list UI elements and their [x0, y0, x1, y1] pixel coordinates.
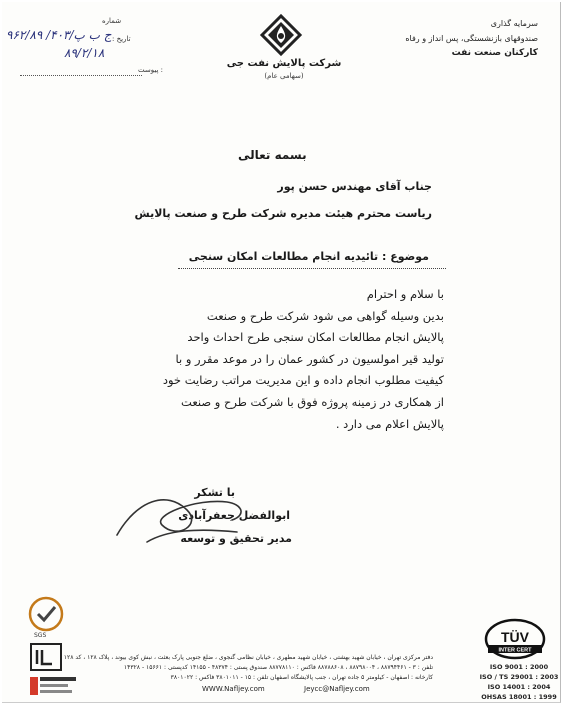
footer-address-line: دفتر مرکزی تهران ، خیابان شهید بهشتی ، خیابان شهید مطهری ، خیابان نظامی گنجوی ، ضلع جنوبی پارک بعثت ، نبش کوی بیوند ، پلاک ۱۲۸ ، کد ۱۲۸ — [63, 654, 433, 661]
certification-icon — [28, 642, 64, 672]
accreditation-icon — [28, 675, 78, 697]
paragraph-line: از همکاری در زمینه پروژه فوق با شرکت طرح و صنعت — [181, 394, 444, 409]
footer-address-line: کارخانه : اصفهان - کیلومتر ۵ جاده تهران ، جنب پالایشگاه اصفهان تلفن : ۱۵ - ۳۸۰۱۰۱۱ فاکس : ۳۸۰۱۰۲۲ — [170, 674, 433, 681]
bismillah: بسمه تعالی — [238, 148, 307, 162]
subject-underline — [178, 268, 446, 269]
letter-date: ۸۹/۲/۱۸ — [64, 46, 105, 60]
letter-number: ۹۶۲/۸۹ /۴۰۳/ج ب پ — [6, 28, 112, 42]
letter-body — [104, 284, 444, 435]
signer-position: مدیر تحقیق و توسعه — [180, 532, 292, 545]
header-right-line: سرمایه گذاری — [490, 19, 538, 28]
closing: با تشکر — [194, 486, 235, 499]
iso-line: ISO / TS 29001 : 2003 — [479, 673, 559, 681]
date-label: تاریخ : — [112, 35, 131, 43]
tuv-logo-icon — [484, 618, 546, 660]
header-right-line: کارکنان صنعت نفت — [451, 48, 538, 58]
iso-line: ISO 9001 : 2000 — [489, 663, 549, 671]
footer-address-line: تلفن : ۳ - ۸۸۷۹۴۴۶۱ ، ۸۸۷۹۸۰۰۴ ، ۸۸۷۸۸۶۰۸ فاکس : ۸۸۷۷۸۱۱۰ صندوق پستی : ۴۸۳۷۴ - ۱۴۱۵۵ کدپستی : ۱۵۶۶۱ - ۱۴۳۲۸ — [123, 664, 433, 671]
sgs-cert-icon — [28, 596, 64, 632]
paragraph-line: پالایش اعلام می دارد . — [335, 416, 444, 431]
tuv-label: TÜV — [501, 629, 529, 645]
paragraph-line: پالایش انجام مطالعات امکان سنجی طرح احداث واحد — [187, 330, 444, 345]
signer-name: ابوالفضل جعفرآبادی — [178, 509, 290, 522]
number-label: شماره — [102, 17, 122, 25]
header-right-line: صندوقهای بازنشستگی، پس انداز و رفاه — [405, 34, 538, 43]
recipient: جناب آقای مهندس حسن پور — [277, 180, 432, 193]
footer-website: WWW.Nafljey.com — [202, 685, 265, 693]
handwritten-signature — [107, 480, 257, 550]
recipient-title: ریاست محترم هیئت مدیره شرکت طرح و صنعت پالایش — [134, 207, 432, 220]
paragraph-line: تولید قیر امولسیون در کشور عمان را در موعد مقرر و با — [175, 351, 444, 366]
subject: موضوع : تائیدیه انجام مطالعات امکان سنجی — [188, 250, 429, 263]
attachment-line — [20, 75, 142, 76]
company-type: (سهامی عام) — [264, 72, 304, 80]
greeting: با سلام و احترام — [366, 287, 444, 301]
paragraph-line: بدین وسیله گواهی می شود شرکت طرح و صنعت — [206, 308, 444, 323]
iso-certifications — [479, 662, 559, 702]
company-name: شرکت پالایش نفت جی — [226, 58, 342, 69]
iso-line: OHSAS 18001 : 1999 — [481, 693, 557, 701]
sgs-label: SGS — [34, 632, 47, 639]
tuv-sub-label: INTER CERT — [498, 647, 532, 654]
letter-page — [2, 2, 561, 703]
paragraph-line: کیفیت مطلوب انجام داده و این مدیریت مراتب رضایت خود — [162, 373, 444, 388]
footer-email: Jeycc@Nafljey.com — [304, 685, 370, 693]
attachment-label: پیوست : — [138, 66, 164, 74]
iso-line: ISO 14001 : 2004 — [487, 683, 551, 691]
header-right-block — [405, 16, 538, 61]
company-logo-icon — [258, 12, 304, 58]
